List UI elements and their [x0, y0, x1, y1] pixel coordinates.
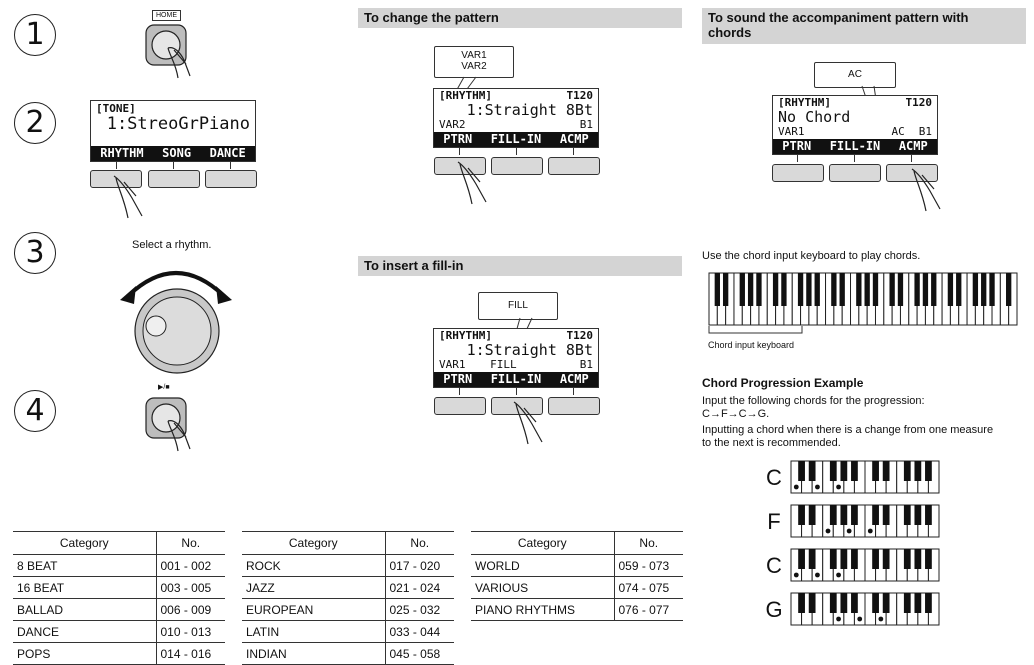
- chord-label-c: C: [766, 553, 782, 578]
- pressed-key-dot: [847, 529, 852, 534]
- lcd-tempo: T120: [566, 89, 593, 102]
- lcd-beat: B1: [579, 118, 593, 131]
- lcd-ac: AC: [891, 125, 905, 138]
- black-key: [798, 593, 805, 613]
- black-key: [830, 505, 837, 525]
- tick: [573, 387, 574, 395]
- black-key: [773, 273, 778, 306]
- pressed-key-dot: [868, 529, 873, 534]
- black-key: [956, 273, 961, 306]
- black-key: [864, 273, 869, 306]
- black-key: [809, 461, 816, 481]
- black-key: [914, 593, 921, 613]
- table-row: [471, 599, 683, 621]
- tick: [516, 147, 517, 155]
- category-cell: WORLD: [471, 555, 614, 577]
- black-key: [840, 461, 847, 481]
- table-row: [13, 621, 225, 643]
- black-key: [856, 273, 861, 306]
- step-number-2: 2: [14, 102, 56, 144]
- hand-pointer-icon: [108, 172, 158, 222]
- keyboard-illustration: [708, 272, 1020, 328]
- chord-diagram-c: [790, 460, 942, 496]
- black-key: [904, 549, 911, 569]
- bar-ptrn: PTRN: [443, 132, 473, 146]
- hand-pointer-icon: [906, 165, 956, 215]
- black-key: [781, 273, 786, 306]
- black-key: [872, 593, 879, 613]
- black-key: [830, 461, 837, 481]
- fill-lcd-function-bar: [434, 372, 598, 387]
- black-key: [923, 273, 928, 306]
- table-row: [13, 555, 225, 577]
- tick: [797, 154, 798, 162]
- lcd-chord-name: No Chord: [778, 108, 851, 126]
- acmp-soft-button[interactable]: [548, 157, 600, 175]
- black-key: [872, 461, 879, 481]
- header-category: Category: [242, 532, 385, 555]
- tick: [911, 154, 912, 162]
- tick: [116, 161, 117, 169]
- black-key: [851, 549, 858, 569]
- tone-bar-rhythm: RHYTHM: [100, 146, 144, 160]
- pressed-key-dot: [815, 485, 820, 490]
- pressed-key-dot: [836, 617, 841, 622]
- step-number-4: 4: [14, 390, 56, 432]
- lcd-tempo: T120: [566, 329, 593, 342]
- black-key: [809, 593, 816, 613]
- step-number-1: 1: [14, 14, 56, 56]
- black-key: [815, 273, 820, 306]
- black-key: [740, 273, 745, 306]
- black-key: [851, 593, 858, 613]
- black-key: [914, 273, 919, 306]
- bar-fill-in: FILL-IN: [490, 132, 542, 146]
- black-key: [904, 505, 911, 525]
- black-key: [872, 505, 879, 525]
- callout-var2: VAR2: [461, 61, 487, 72]
- pattern-lcd-function-bar: [434, 132, 598, 147]
- black-key: [889, 273, 894, 306]
- lcd-mode: [RHYTHM]: [778, 96, 831, 109]
- lcd-mode: [RHYTHM]: [439, 329, 492, 342]
- bar-acmp: ACMP: [559, 372, 589, 386]
- black-key: [883, 593, 890, 613]
- pressed-key-dot: [794, 573, 799, 578]
- fill-in-soft-button[interactable]: [829, 164, 881, 182]
- pressed-key-dot: [794, 485, 799, 490]
- bar-ptrn: PTRN: [782, 139, 812, 153]
- black-key: [989, 273, 994, 306]
- pressed-key-dot: [836, 573, 841, 578]
- black-key: [872, 549, 879, 569]
- tone-lcd-line1: [TONE]: [96, 102, 136, 115]
- chord-diagram-g: [790, 592, 942, 628]
- category-cell: PIANO RHYTHMS: [471, 599, 614, 621]
- lcd-variation: VAR1: [439, 358, 466, 371]
- chord-diagram-f: [790, 504, 942, 540]
- black-key: [883, 461, 890, 481]
- category-cell: VARIOUS: [471, 577, 614, 599]
- chord-progression-line4: to the next is recommended.: [702, 437, 841, 449]
- black-key: [925, 505, 932, 525]
- chord-keyboard-caption: Chord input keyboard: [708, 340, 795, 350]
- accompaniment-header-line2: chords: [708, 25, 752, 40]
- home-button-illustration[interactable]: [140, 20, 210, 90]
- category-cell: 16 BEAT: [13, 577, 156, 599]
- pressed-key-dot: [836, 485, 841, 490]
- ptrn-soft-button[interactable]: [434, 397, 486, 415]
- chord-progression-line1: Input the following chords for the progression:: [702, 395, 925, 407]
- black-key: [798, 549, 805, 569]
- chord-keyboard-intro: Use the chord input keyboard to play chords.: [702, 250, 921, 262]
- table-row: [13, 599, 225, 621]
- black-key: [756, 273, 761, 306]
- bar-fill-in: FILL-IN: [490, 372, 542, 386]
- var-callout: [434, 46, 514, 78]
- black-key: [898, 273, 903, 306]
- black-key: [904, 593, 911, 613]
- tick: [854, 154, 855, 162]
- number-range-cell: 001 - 002: [156, 555, 225, 577]
- category-table-3: [471, 531, 683, 621]
- number-range-cell: 014 - 016: [156, 643, 225, 665]
- number-range-cell: 045 - 058: [385, 643, 454, 665]
- lcd-variation: VAR1: [778, 125, 805, 138]
- black-key: [931, 273, 936, 306]
- accompaniment-header: [702, 8, 1026, 44]
- chord-progression-line2: C→F→C→G.: [702, 408, 770, 420]
- tick: [459, 387, 460, 395]
- number-range-cell: 033 - 044: [385, 621, 454, 643]
- black-key: [851, 505, 858, 525]
- black-key: [840, 593, 847, 613]
- tick: [173, 161, 174, 169]
- insert-fill-header: To insert a fill-in: [358, 256, 682, 276]
- black-key: [883, 505, 890, 525]
- chord-progression-title: Chord Progression Example: [702, 376, 864, 390]
- table-row: [13, 643, 225, 665]
- black-key: [840, 549, 847, 569]
- number-range-cell: 017 - 020: [385, 555, 454, 577]
- table-row: [242, 643, 454, 665]
- number-range-cell: 021 - 024: [385, 577, 454, 599]
- pressed-key-dot: [878, 617, 883, 622]
- hand-pointer-icon: [452, 158, 502, 208]
- lcd-rhythm-name: 1:Straight 8Bt: [466, 101, 593, 119]
- tick: [573, 147, 574, 155]
- black-key: [715, 273, 720, 306]
- chord-label-f: F: [767, 509, 781, 534]
- number-range-cell: 025 - 032: [385, 599, 454, 621]
- category-table-1: [13, 531, 225, 665]
- category-cell: DANCE: [13, 621, 156, 643]
- black-key: [809, 549, 816, 569]
- category-cell: INDIAN: [242, 643, 385, 665]
- dance-soft-button[interactable]: [205, 170, 257, 188]
- table-row: [471, 577, 683, 599]
- tick: [516, 387, 517, 395]
- play-stop-label: ▶/■: [158, 384, 170, 391]
- black-key: [914, 549, 921, 569]
- change-pattern-header: To change the pattern: [358, 8, 682, 28]
- accompaniment-lcd-function-bar: [773, 139, 937, 154]
- chord-progression-line3: Inputting a chord when there is a change from one measure: [702, 424, 994, 436]
- callout-var1: VAR1: [461, 50, 487, 61]
- black-key: [973, 273, 978, 306]
- pressed-key-dot: [815, 573, 820, 578]
- header-no: No.: [614, 532, 683, 555]
- black-key: [925, 461, 932, 481]
- table-row: [242, 577, 454, 599]
- pressed-key-dot: [857, 617, 862, 622]
- tick: [459, 147, 460, 155]
- bar-acmp: ACMP: [898, 139, 928, 153]
- tone-bar-song: SONG: [162, 146, 192, 160]
- chord-label-c: C: [766, 465, 782, 490]
- black-key: [831, 273, 836, 306]
- black-key: [914, 461, 921, 481]
- table-row: [242, 621, 454, 643]
- lcd-tempo: T120: [905, 96, 932, 109]
- fill-lcd: [433, 328, 599, 388]
- black-key: [873, 273, 878, 306]
- header-no: No.: [385, 532, 454, 555]
- chord-label-g: G: [765, 597, 783, 622]
- lcd-beat: B1: [579, 358, 593, 371]
- black-key: [830, 549, 837, 569]
- accompaniment-lcd: [772, 95, 938, 155]
- number-range-cell: 003 - 005: [156, 577, 225, 599]
- number-range-cell: 059 - 073: [614, 555, 683, 577]
- category-cell: 8 BEAT: [13, 555, 156, 577]
- header-category: Category: [13, 532, 156, 555]
- number-range-cell: 074 - 075: [614, 577, 683, 599]
- bar-ptrn: PTRN: [443, 372, 473, 386]
- black-key: [806, 273, 811, 306]
- black-key: [981, 273, 986, 306]
- category-cell: POPS: [13, 643, 156, 665]
- black-key: [798, 273, 803, 306]
- pressed-key-dot: [826, 529, 831, 534]
- table-row: [242, 555, 454, 577]
- lcd-rhythm-name: 1:Straight 8Bt: [466, 341, 593, 359]
- black-key: [1006, 273, 1011, 306]
- black-key: [809, 505, 816, 525]
- lcd-beat: B1: [918, 125, 932, 138]
- number-range-cell: 010 - 013: [156, 621, 225, 643]
- category-table-2: [242, 531, 454, 665]
- number-range-cell: 006 - 009: [156, 599, 225, 621]
- category-cell: BALLAD: [13, 599, 156, 621]
- home-label: HOME: [152, 10, 181, 21]
- table-row: [13, 577, 225, 599]
- play-stop-button-illustration[interactable]: [140, 393, 210, 463]
- accompaniment-header-line1: To sound the accompaniment pattern with: [708, 10, 969, 25]
- black-key: [904, 461, 911, 481]
- black-key: [798, 505, 805, 525]
- bar-fill-in: FILL-IN: [829, 139, 881, 153]
- table-row: [242, 599, 454, 621]
- bar-acmp: ACMP: [559, 132, 589, 146]
- black-key: [748, 273, 753, 306]
- ptrn-soft-button[interactable]: [772, 164, 824, 182]
- black-key: [883, 549, 890, 569]
- black-key: [723, 273, 728, 306]
- black-key: [798, 461, 805, 481]
- black-key: [925, 593, 932, 613]
- table-row: [471, 555, 683, 577]
- header-no: No.: [156, 532, 225, 555]
- step-number-3: 3: [14, 232, 56, 274]
- tone-lcd-line2: 1:StreoGrPiano: [106, 114, 250, 134]
- tick: [230, 161, 231, 169]
- black-key: [851, 461, 858, 481]
- lcd-fill: FILL: [490, 358, 517, 371]
- fill-callout: FILL: [478, 292, 558, 320]
- black-key: [840, 273, 845, 306]
- category-cell: LATIN: [242, 621, 385, 643]
- tone-lcd: [90, 100, 256, 162]
- number-range-cell: 076 - 077: [614, 599, 683, 621]
- header-category: Category: [471, 532, 614, 555]
- select-rhythm-text: Select a rhythm.: [132, 239, 212, 251]
- category-cell: JAZZ: [242, 577, 385, 599]
- black-key: [925, 549, 932, 569]
- category-cell: ROCK: [242, 555, 385, 577]
- ac-callout: AC: [814, 62, 896, 88]
- chord-diagram-c: [790, 548, 942, 584]
- black-key: [830, 593, 837, 613]
- tone-lcd-function-bar: [91, 146, 255, 161]
- lcd-variation: VAR2: [439, 118, 466, 131]
- tone-bar-dance: DANCE: [209, 146, 246, 160]
- category-cell: EUROPEAN: [242, 599, 385, 621]
- black-key: [914, 505, 921, 525]
- hand-pointer-icon: [508, 398, 558, 448]
- black-key: [840, 505, 847, 525]
- black-key: [948, 273, 953, 306]
- dial-illustration[interactable]: [118, 256, 236, 376]
- pattern-lcd: [433, 88, 599, 148]
- lcd-mode: [RHYTHM]: [439, 89, 492, 102]
- chord-range-bracket: [708, 326, 808, 340]
